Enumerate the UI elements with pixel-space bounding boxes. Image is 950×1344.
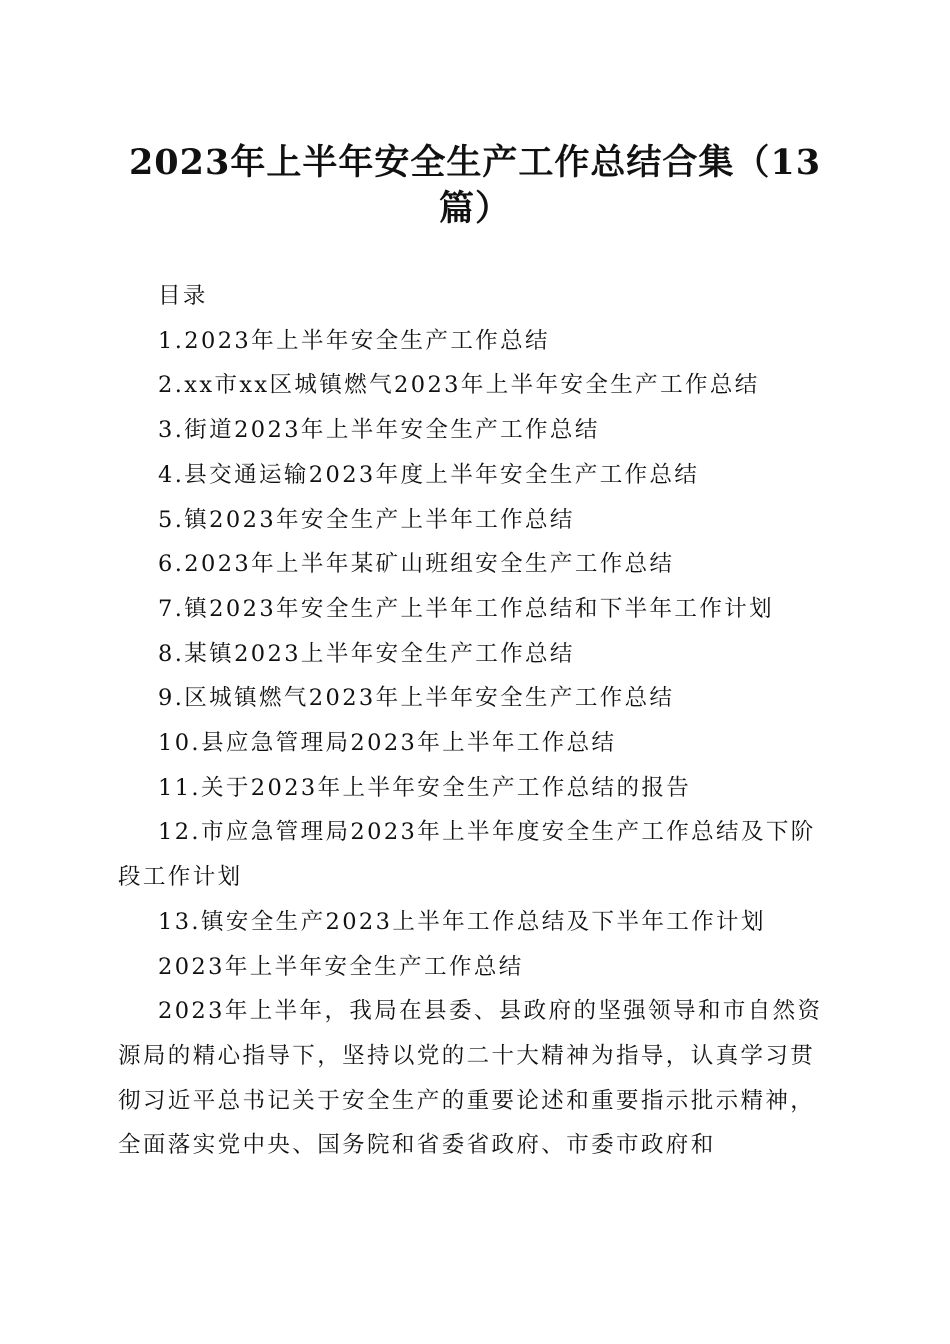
document-title: 2023年上半年安全生产工作总结合集（13篇） [128,142,822,229]
body-paragraph: 2023年上半年，我局在县委、县政府的坚强领导和市自然资源局的精心指导下，坚持以党的二十大精神为指导，认真学习贯彻习近平总书记关于安全生产的重要论述和重要指示批示精神，全面落实党中央、国务院和省委省政府、市委市政府和 [118,998,823,1159]
toc-heading: 目录 [158,283,208,309]
toc-item: 6.2023年上半年某矿山班组安全生产工作总结 [158,551,675,578]
toc-item: 8.某镇2023上半年安全生产工作总结 [158,640,575,667]
toc-item: 2.xx市xx区城镇燃气2023年上半年安全生产工作总结 [158,372,760,399]
toc-item: 9.区城镇燃气2023年上半年安全生产工作总结 [158,685,675,712]
toc-item: 7.镇2023年安全生产上半年工作总结和下半年工作计划 [158,595,775,622]
toc-item: 12.市应急管理局2023年上半年度安全生产工作总结及下阶段工作计划 [118,819,816,891]
toc-item: 13.镇安全生产2023上半年工作总结及下半年工作计划 [158,908,766,935]
toc-item: 10.县应急管理局2023年上半年工作总结 [158,730,617,757]
toc-item: 4.县交通运输2023年度上半年安全生产工作总结 [158,461,700,488]
document-body [118,274,832,1168]
toc-item: 3.街道2023年上半年安全生产工作总结 [158,417,600,444]
toc-item: 11.关于2023年上半年安全生产工作总结的报告 [158,774,692,801]
section-title: 2023年上半年安全生产工作总结 [158,953,524,980]
toc-item: 5.镇2023年安全生产上半年工作总结 [158,506,575,533]
toc-item: 1.2023年上半年安全生产工作总结 [158,327,550,354]
